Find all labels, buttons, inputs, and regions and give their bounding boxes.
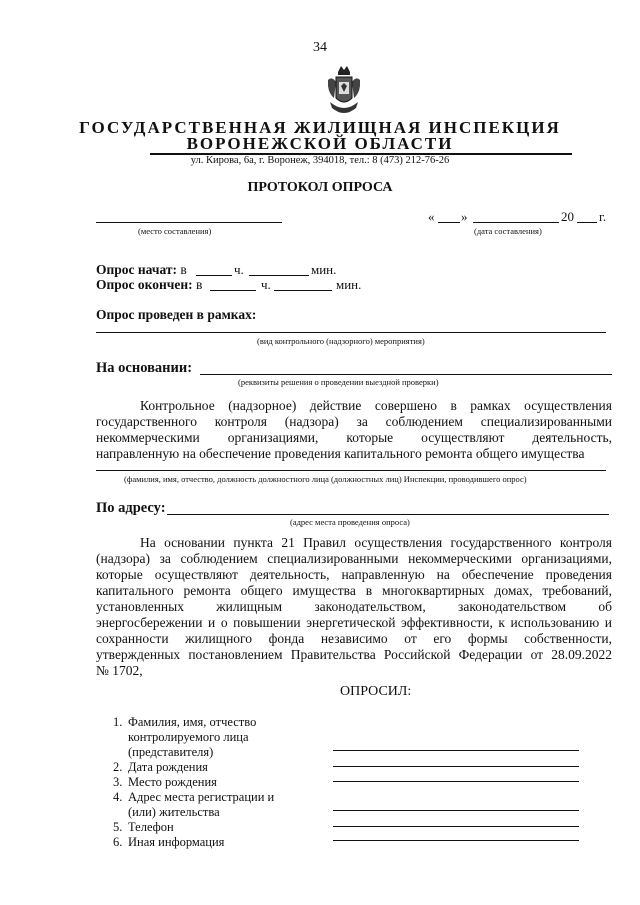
start-hours-field[interactable] bbox=[196, 262, 232, 276]
list-num-1: 1. bbox=[113, 715, 123, 729]
para1-line2: государственного контроля (надзора) за соблюдением специализированными bbox=[96, 414, 612, 429]
para2-line4: капитального ремонта общего имущества в многоквартирных домах, требований, bbox=[96, 583, 612, 598]
address-label: По адресу: bbox=[96, 500, 166, 516]
date-day-field[interactable] bbox=[438, 210, 460, 223]
para2-line1: На основании пункта 21 Правил осуществления государственного контроля bbox=[140, 535, 612, 550]
end-minutes-label: мин. bbox=[336, 277, 362, 292]
answer-field-birthplace[interactable] bbox=[333, 771, 579, 782]
start-row bbox=[96, 262, 396, 278]
start-label: Опрос начат: bbox=[96, 262, 178, 277]
start-minutes-field[interactable] bbox=[249, 262, 309, 276]
start-minutes-label: мин. bbox=[311, 262, 337, 277]
list-item-1-line2: контролируемого лица bbox=[128, 730, 249, 744]
date-year-suffix: г. bbox=[599, 209, 607, 224]
para2-line2: (надзора) за соблюдением специализированными некоммерческими организациями, bbox=[96, 551, 612, 566]
document-title: ПРОТОКОЛ ОПРОСА bbox=[247, 180, 393, 195]
interviewed-heading: ОПРОСИЛ: bbox=[340, 684, 412, 699]
answer-field-phone[interactable] bbox=[333, 816, 579, 827]
address-field[interactable] bbox=[167, 500, 609, 515]
para2-line5: установленных жилищным законодательством, законодательством об bbox=[96, 599, 612, 614]
address-caption: (адрес места проведения опроса) bbox=[290, 517, 410, 527]
list-item-1-line1: Фамилия, имя, отчество bbox=[128, 715, 257, 729]
list-item-4-line1: Адрес места регистрации и bbox=[128, 790, 275, 804]
end-minutes-field[interactable] bbox=[274, 277, 332, 291]
org-name-line2: ВОРОНЕЖСКОЙ ОБЛАСТИ bbox=[186, 134, 454, 153]
inspector-field[interactable] bbox=[96, 458, 606, 471]
list-num-5: 5. bbox=[113, 820, 123, 834]
para1-line3: некоммерческими организациями, которые осуществляют деятельность, bbox=[96, 430, 612, 445]
date-year-field[interactable] bbox=[577, 210, 597, 223]
answer-field-address[interactable] bbox=[333, 800, 579, 811]
para1-line1: Контрольное (надзорное) действие совершено в рамках осуществления bbox=[140, 398, 612, 413]
org-name-line1: ГОСУДАРСТВЕННАЯ ЖИЛИЩНАЯ ИНСПЕКЦИЯ bbox=[79, 118, 561, 137]
list-item-2: Дата рождения bbox=[128, 760, 208, 774]
para2-line3: которые осуществляют деятельность, направленную на обеспечение проведения bbox=[96, 567, 612, 582]
page-number: 34 bbox=[313, 40, 327, 55]
basis-field[interactable] bbox=[200, 360, 612, 375]
answer-field-name[interactable] bbox=[333, 740, 579, 751]
answer-field-other[interactable] bbox=[333, 830, 579, 841]
date-close-quote: » bbox=[461, 209, 468, 224]
start-in: в bbox=[180, 262, 187, 277]
date-year-prefix: 20 bbox=[561, 209, 574, 224]
list-item-1-line3: (представителя) bbox=[128, 745, 214, 759]
basis-label: На основании: bbox=[96, 360, 193, 376]
framework-caption: (вид контрольного (надзорного) мероприятия) bbox=[257, 336, 425, 346]
inspector-caption: (фамилия, имя, отчество, должность должностного лица (должностных лиц) Инспекции, проводившего опрос) bbox=[124, 474, 527, 484]
date-caption: (дата составления) bbox=[474, 226, 542, 236]
place-field[interactable] bbox=[96, 212, 282, 223]
org-address: ул. Кирова, 6а, г. Воронеж, 394018, тел.: 8 (473) 212-76-26 bbox=[190, 155, 450, 166]
para2-line7: сохранности жилищного фонда независимо от его формы собственности, bbox=[96, 631, 612, 646]
framework-label: Опрос проведен в рамках: bbox=[96, 307, 257, 322]
para2-line9: № 1702, bbox=[96, 663, 143, 678]
list-num-3: 3. bbox=[113, 775, 123, 789]
para1-line4: направленную на обеспечение проведения капитального ремонта общего имущества bbox=[96, 446, 585, 461]
list-item-6: Иная информация bbox=[128, 835, 225, 849]
para2-line8: утвержденных постановлением Правительства Российской Федерации от 28.09.2022 bbox=[96, 647, 612, 662]
end-in: в bbox=[196, 277, 203, 292]
coat-of-arms-icon bbox=[324, 64, 364, 120]
place-caption: (место составления) bbox=[138, 226, 212, 236]
answer-field-birthdate[interactable] bbox=[333, 756, 579, 767]
list-num-6: 6. bbox=[113, 835, 123, 849]
list-item-5: Телефон bbox=[128, 820, 174, 834]
end-hours-field[interactable] bbox=[210, 277, 256, 291]
list-num-2: 2. bbox=[113, 760, 123, 774]
basis-caption: (реквизиты решения о проведении выездной проверки) bbox=[238, 377, 439, 387]
list-item-3: Место рождения bbox=[128, 775, 217, 789]
list-item-4-line2: (или) жительства bbox=[128, 805, 220, 819]
start-hours-label: ч. bbox=[234, 262, 244, 277]
date-month-field[interactable] bbox=[473, 210, 559, 223]
framework-field[interactable] bbox=[96, 320, 606, 333]
end-hours-label: ч. bbox=[261, 277, 271, 292]
date-open-quote: « bbox=[428, 209, 435, 224]
end-label: Опрос окончен: bbox=[96, 277, 193, 292]
list-num-4: 4. bbox=[113, 790, 123, 804]
para2-line6: энергосбережении и о повышении энергетической эффективности, к использованию и bbox=[96, 615, 612, 630]
